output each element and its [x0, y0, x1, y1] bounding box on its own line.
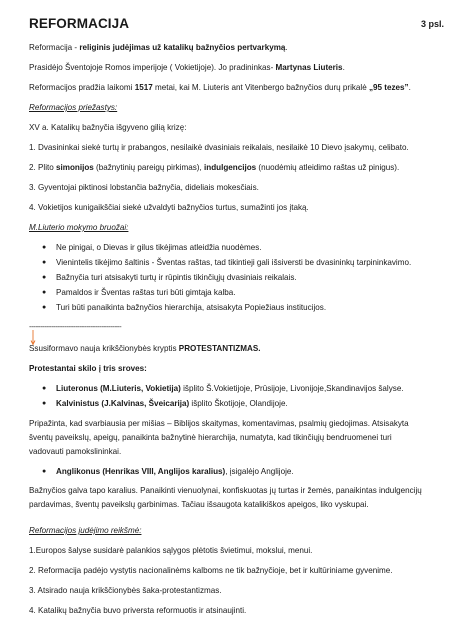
- intro-bold: „95 tezes”: [368, 83, 409, 92]
- cause-text: (bažnytinių pareigų pirkimas),: [93, 163, 204, 172]
- protestantism-line: [29, 344, 456, 354]
- branch-text: , įsigalėjo Anglijoje.: [225, 467, 294, 476]
- cause-text: (nuodėmių atleidimo raštas už pinigus).: [256, 163, 400, 172]
- protestantism-bold: PROTESTANTIZMAS.: [178, 344, 261, 353]
- intro-text: .: [285, 43, 288, 52]
- branch-text: išplito Š.Vokietijoje, Prūsijoje, Livonijoje,Skandinavijos šalyse.: [180, 384, 404, 393]
- list-item-text: Ne pinigai, o Dievas ir gilus tikėjimas atleidžia nuodėmes.: [56, 243, 262, 252]
- bullet-icon: ●: [42, 468, 47, 475]
- intro-bold: Martynas Liuteris: [275, 63, 343, 72]
- page-title: REFORMACIJA: [29, 16, 130, 31]
- dashed-divider: ------------------------------------------: [29, 322, 122, 331]
- intro-bold: 1517: [134, 83, 153, 92]
- paragraph-line: šventų paveikslų, apeigų, panaikinta bažnytinė hierarchija, numatyta, kad tikinčiųjų bendruomenei turi: [29, 433, 392, 442]
- significance-item: 4. Katalikų bažnyčia buvo priversta reformuotis ir atsinaujinti.: [29, 606, 247, 615]
- paragraph-line: Bažnyčios galva tapo karalius. Panaikinti vienuolynai, konfiskuotas jų turtas ir žemės, panaikintas indulgencijų: [29, 486, 422, 495]
- list-item-text: [56, 399, 288, 409]
- intro-text: .: [342, 63, 345, 72]
- branch-bold: Liuteronus (M.Liuteris, Vokietija): [56, 384, 181, 393]
- bullet-icon: ●: [42, 274, 47, 281]
- protestantism-text: Ssusiformavo nauja krikščionybės kryptis: [29, 344, 179, 353]
- list-item-text: Bažnyčia turi atsisakyti turtų ir rūpintis tikinčiųjų dvasiniais reikalais.: [56, 273, 297, 282]
- bullet-icon: ●: [42, 385, 47, 392]
- list-item-text: [56, 467, 294, 477]
- intro-origin: [29, 63, 456, 73]
- cause-item: [29, 163, 456, 173]
- luther-heading: M.Liuterio mokymo bruožai:: [29, 223, 129, 232]
- branch-text: išplito Škotijoje, Olandijoje.: [189, 399, 288, 408]
- branch-bold: Kalvinistus (J.Kalvinas, Šveicarija): [56, 399, 190, 408]
- intro-text: Reformacijos pradžia laikomi: [29, 83, 135, 92]
- cause-bold: simonijos: [56, 163, 94, 172]
- significance-item: 3. Atsirado nauja krikščionybės šaka-protestantizmas.: [29, 586, 222, 595]
- list-item-text: Turi būti panaikinta bažnyčios hierarchija, atsisakyta Popiežiaus institucijos.: [56, 303, 327, 312]
- intro-text: Prasidėjo Šventojoje Romos imperijoje ( Vokietijoje). Jo pradininkas-: [29, 63, 276, 72]
- bullet-icon: ●: [42, 244, 47, 251]
- list-item-text: Vienintelis tikėjimo šaltinis - Šventas raštas, tad tikintieji gali išsiversti be dvasininkų tarpininkavimo.: [56, 258, 412, 267]
- page-number: 3 psl.: [420, 19, 444, 29]
- bullet-icon: ●: [42, 400, 47, 407]
- intro-text: metai, kai M. Liuteris ant Vitenbergo bažnyčios durų prikalė: [152, 83, 369, 92]
- bullet-icon: ●: [42, 289, 47, 296]
- protestant-split: Protestantai skilo į tris sroves:: [29, 364, 147, 373]
- cause-item: 4. Vokietijos kunigaikščiai siekė užvaldyti bažnyčios turtus, sumažinti jos įtaką.: [29, 203, 309, 212]
- intro-bold: religinis judėjimas už katalikų bažnyčios pertvarkymą: [79, 43, 286, 52]
- significance-item: 2. Reformacija padėjo vystytis nacionalinėms kalboms ne tik bažnyčioje, bet ir kultūriniame gyvenime.: [29, 566, 393, 575]
- causes-heading: Reformacijos priežastys:: [29, 103, 118, 112]
- intro-text: .: [408, 83, 411, 92]
- cause-bold: indulgencijos: [204, 163, 257, 172]
- significance-heading: Reformacijos judėjimo reikšmė:: [29, 526, 142, 535]
- list-item-text: Pamaldos ir Šventas raštas turi būti gimtąja kalba.: [56, 288, 236, 297]
- cause-text: 2. Plito: [29, 163, 56, 172]
- significance-item: 1.Europos šalyse susidarė palankios sąlygos plėtotis švietimui, mokslui, menui.: [29, 546, 313, 555]
- cause-item: 3. Gyventojai piktinosi lobstančia bažnyčia, dideliais mokesčiais.: [29, 183, 259, 192]
- branch-bold: Anglikonus (Henrikas VIII, Anglijos karalius): [56, 467, 226, 476]
- intro-text: Reformacija -: [29, 43, 80, 52]
- intro-start: [29, 83, 456, 93]
- paragraph-line: vadovauti pamokslininkai.: [29, 447, 122, 456]
- list-item-text: [56, 384, 404, 394]
- bullet-icon: ●: [42, 304, 47, 311]
- cause-item: 1. Dvasininkai siekė turtų ir prabangos, nesilaikė dvasiniais reikalais, nesilaikė 10 Dievo įsakymų, celibato.: [29, 143, 409, 152]
- paragraph-line: Pripažinta, kad svarbiausia per mišias – Biblijos skaitymas, komentavimas, psalmių giedojimas. Atsisakyta: [29, 419, 409, 428]
- paragraph-line: pardavimas, šventų paveikslų garbinimas. Tačiau išsaugota katalikiškos apeigos, liko vyskupai.: [29, 500, 369, 509]
- intro-definition: [29, 43, 456, 53]
- bullet-icon: ●: [42, 259, 47, 266]
- causes-lead: XV a. Katalikų bažnyčia išgyveno gilią krizę:: [29, 123, 187, 132]
